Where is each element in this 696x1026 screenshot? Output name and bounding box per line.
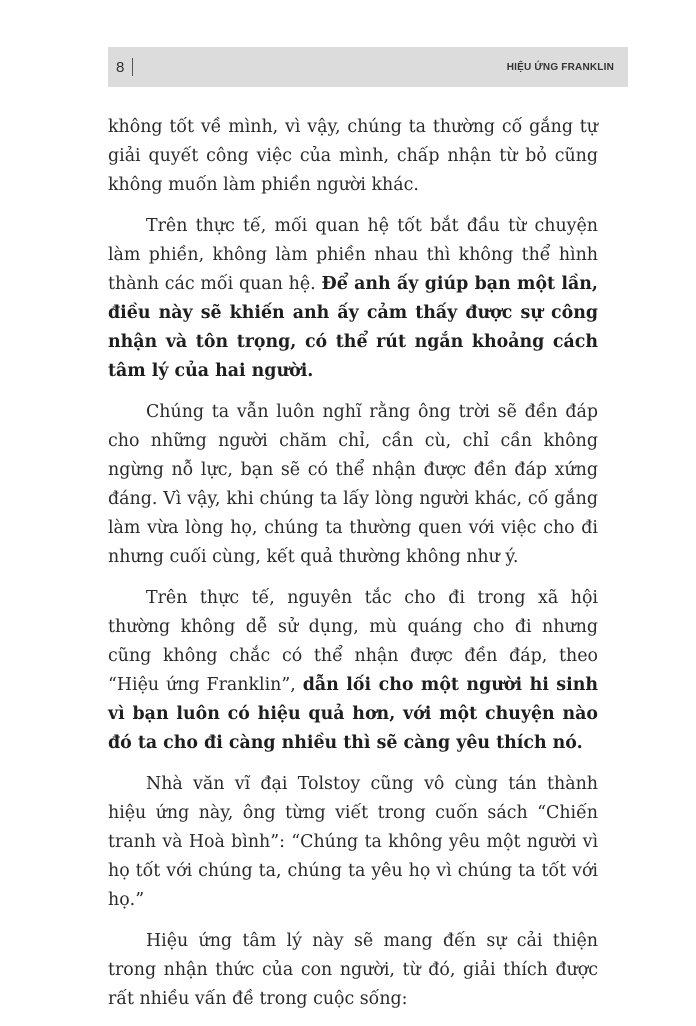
header-divider bbox=[132, 58, 133, 76]
paragraph-text: Hiệu ứng tâm lý này sẽ mang đến sự cải thiện trong nhận thức của con người, từ đó, giải thích được rất nhiều vấn đề trong cuộc sống: bbox=[108, 931, 598, 1009]
page-number: 8 bbox=[116, 58, 125, 76]
paragraph-1 bbox=[108, 113, 598, 200]
paragraph-6 bbox=[108, 927, 598, 1014]
paragraph-2 bbox=[108, 212, 598, 386]
paragraph-text: không tốt về mình, vì vậy, chúng ta thường cố gắng tự giải quyết công việc của mình, chấp nhận từ bỏ cũng không muốn làm phiền người khác. bbox=[108, 117, 598, 195]
paragraph-bold-text: dẫn lối cho một người hi sinh vì bạn luôn có hiệu quả hơn, với một chuyện nào đó ta cho đi càng nhiều thì sẽ càng yêu thích nó. bbox=[108, 675, 598, 753]
page-number-group bbox=[116, 58, 133, 76]
running-title: HIỆU ỨNG FRANKLIN bbox=[506, 61, 614, 73]
paragraph-5 bbox=[108, 770, 598, 915]
body-text bbox=[108, 113, 598, 1026]
paragraph-text: Nhà văn vĩ đại Tolstoy cũng vô cùng tán thành hiệu ứng này, ông từng viết trong cuốn sách “Chiến tranh và Hoà bình”: “Chúng ta không yêu một người vì họ tốt với chúng ta, chúng ta yêu họ vì chúng ta tốt với họ.” bbox=[108, 774, 598, 910]
paragraph-4 bbox=[108, 584, 598, 758]
paragraph-text: Trên thực tế, mối quan hệ tốt bắt đầu từ chuyện làm phiền, không làm phiền nhau thì không thể hình thành các mối quan hệ. bbox=[108, 216, 598, 294]
page-header bbox=[108, 47, 628, 87]
paragraph-text: Chúng ta vẫn luôn nghĩ rằng ông trời sẽ đền đáp cho những người chăm chỉ, cần cù, chỉ cần không ngừng nỗ lực, bạn sẽ có thể nhận được đền đáp xứng đáng. Vì vậy, khi chúng ta lấy lòng người khác, cố gắng làm vừa lòng họ, chúng ta thường quen với việc cho đi nhưng cuối cùng, kết quả thường không như ý. bbox=[108, 402, 598, 567]
paragraph-text: Trên thực tế, nguyên tắc cho đi trong xã hội thường không dễ sử dụng, mù quáng cho đi nhưng cũng không chắc có thể nhận được đền đáp, theo “Hiệu ứng Franklin”, bbox=[108, 588, 598, 695]
paragraph-3 bbox=[108, 398, 598, 572]
paragraph-bold-text: Để anh ấy giúp bạn một lần, điều này sẽ khiến anh ấy cảm thấy được sự công nhận và tôn trọng, có thể rút ngắn khoảng cách tâm lý của hai người. bbox=[108, 274, 598, 381]
